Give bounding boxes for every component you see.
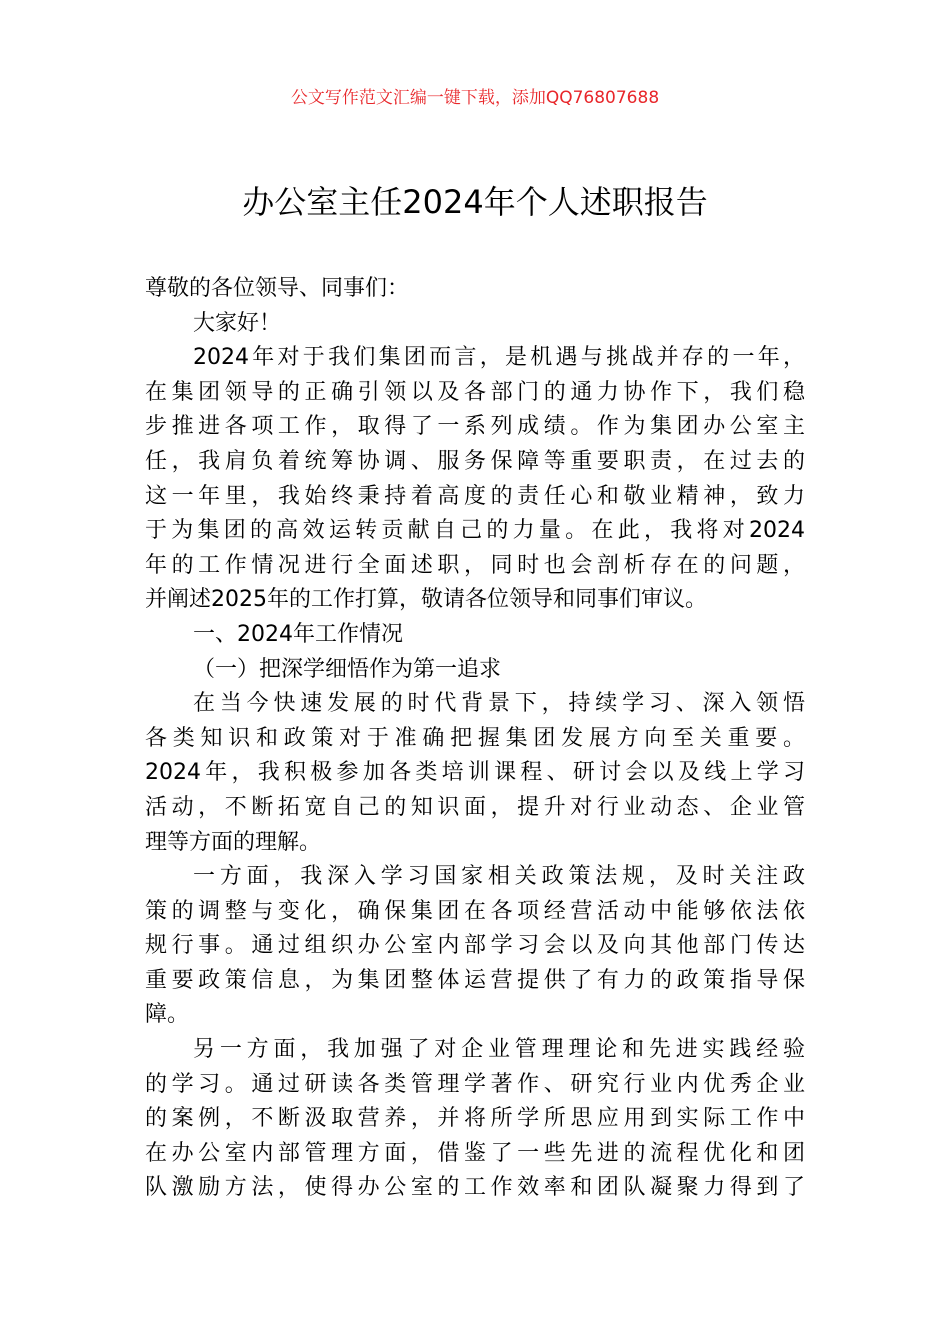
text-line: 任，我肩负着统筹协调、服务保障等重要职责，在过去的 — [145, 448, 805, 474]
text-line: 年的工作情况进行全面述职，同时也会剖析存在的问题， — [145, 552, 805, 578]
text-line: 一、2024年工作情况 — [193, 621, 403, 647]
text-line: 尊敬的各位领导、同事们： — [145, 276, 410, 301]
text-line: 大家好！ — [193, 310, 282, 336]
text-line: 队激励方法，使得办公室的工作效率和团队凝聚力得到了 — [145, 1175, 805, 1201]
text-line: 策的调整与变化，确保集团在各项经营活动中能够依法依 — [145, 898, 805, 924]
text-line: 重要政策信息，为集团整体运营提供了有力的政策指导保 — [145, 967, 805, 993]
text-line: 的案例，不断汲取营养，并将所学所思应用到实际工作中 — [145, 1106, 805, 1132]
text-line: 2024年对于我们集团而言，是机遇与挑战并存的一年， — [193, 345, 805, 371]
text-line: 2024年，我积极参加各类培训课程、研讨会以及线上学习 — [145, 760, 805, 786]
text-line: 在集团领导的正确引领以及各部门的通力协作下，我们稳 — [145, 379, 805, 405]
text-line: 步推进各项工作，取得了一系列成绩。作为集团办公室主 — [145, 414, 805, 440]
text-line: 一方面，我深入学习国家相关政策法规，及时关注政 — [193, 864, 805, 890]
text-line: 各类知识和政策对于准确把握集团发展方向至关重要。 — [145, 725, 805, 751]
text-line: 活动，不断拓宽自己的知识面，提升对行业动态、企业管 — [145, 794, 805, 820]
text-line: 的学习。通过研读各类管理学著作、研究行业内优秀企业 — [145, 1071, 805, 1097]
text-line: 另一方面，我加强了对企业管理理论和先进实践经验 — [193, 1037, 805, 1063]
text-line: 理等方面的理解。 — [145, 829, 322, 855]
page-title: 办公室主任2024年个人述职报告 — [242, 183, 708, 221]
text-line: 于为集团的高效运转贡献自己的力量。在此，我将对2024 — [145, 518, 805, 544]
text-line: 在办公室内部管理方面，借鉴了一些先进的流程优化和团 — [145, 1140, 805, 1166]
text-line: （一）把深学细悟作为第一追求 — [193, 656, 502, 682]
text-line: 规行事。通过组织办公室内部学习会以及向其他部门传达 — [145, 933, 805, 959]
text-line: 这一年里，我始终秉持着高度的责任心和敬业精神，致力 — [145, 483, 805, 509]
download-banner: 公文写作范文汇编一键下载，添加QQ76807688 — [290, 88, 660, 108]
document-body — [145, 272, 805, 1206]
text-line: 并阐述2025年的工作打算，敬请各位领导和同事们审议。 — [145, 587, 707, 613]
text-line: 在当今快速发展的时代背景下，持续学习、深入领悟 — [193, 691, 805, 717]
text-line: 障。 — [145, 1002, 190, 1028]
